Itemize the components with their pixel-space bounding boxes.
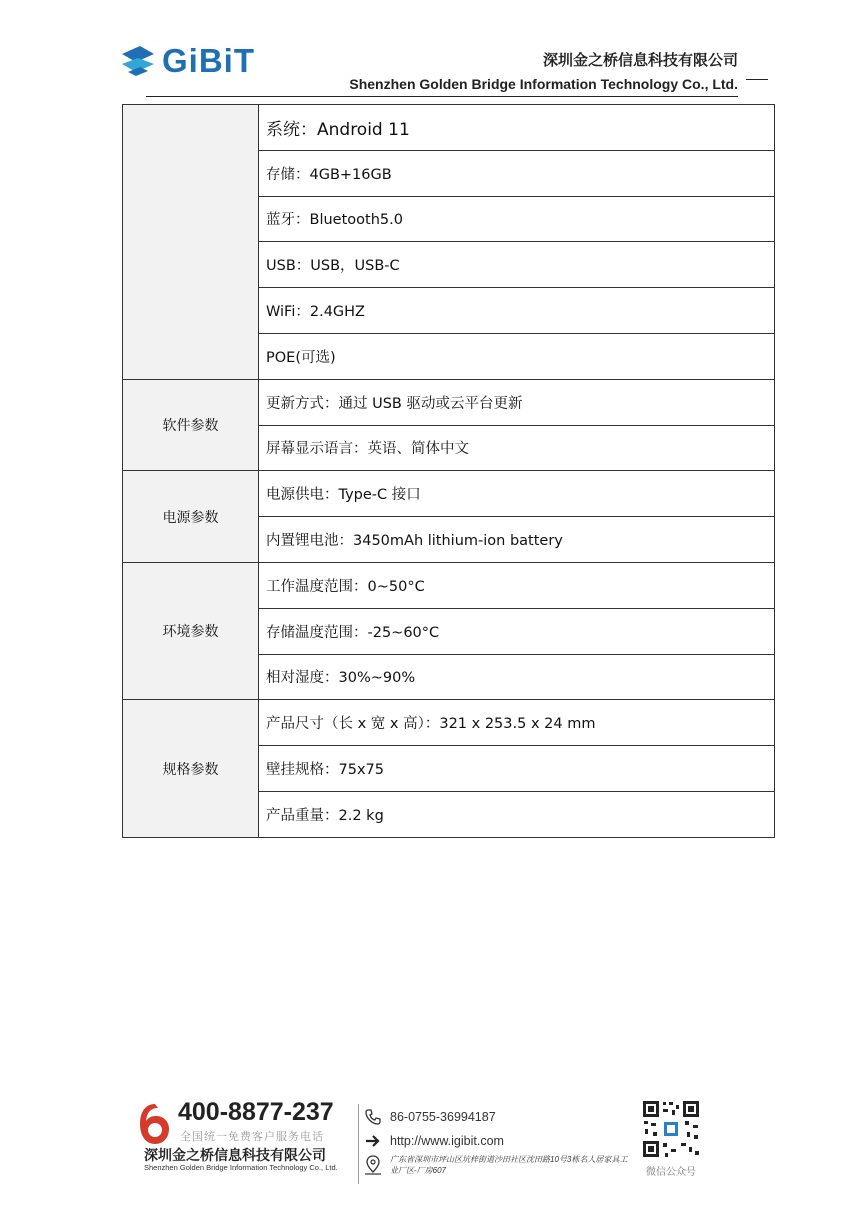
spec-table: [122, 104, 775, 838]
qr-code-icon: [641, 1099, 701, 1159]
spec-category: 软件参数: [123, 379, 259, 471]
table-row: [123, 471, 775, 517]
address-text: 广东省深圳市坪山区坑梓街道沙田社区沈田路10号3栋名人居家具工业厂区-厂房607: [390, 1155, 628, 1175]
table-row: [123, 379, 775, 425]
spec-value: 产品重量：2.2 kg: [259, 791, 775, 837]
spec-value: 更新方式：通过 USB 驱动或云平台更新: [259, 379, 775, 425]
header-company-cn: 深圳金之桥信息科技有限公司: [542, 51, 738, 69]
footer-divider: [358, 1104, 359, 1184]
footer-company-cn: 深圳金之桥信息科技有限公司: [144, 1148, 326, 1164]
arrow-right-icon: [364, 1134, 382, 1148]
contact-address: [364, 1154, 630, 1176]
hotline-subtitle: 全国统一免费客户服务电话: [180, 1130, 324, 1143]
spec-value: USB：USB，USB-C: [259, 242, 775, 288]
spec-category: 电源参数: [123, 471, 259, 563]
page-header: [0, 0, 860, 110]
spec-value: 存储：4GB+16GB: [259, 150, 775, 196]
logo-text: GiBiT: [162, 42, 255, 79]
contact-phone: [364, 1108, 496, 1126]
company-logo: [120, 42, 255, 80]
location-icon: [364, 1154, 382, 1176]
header-divider: [146, 96, 738, 97]
spec-value: 屏幕显示语言：英语、简体中文: [259, 425, 775, 471]
hotline-logo-icon: [136, 1100, 174, 1148]
spec-value: 壁挂规格：75x75: [259, 746, 775, 792]
website-link[interactable]: http://www.igibit.com: [390, 1134, 504, 1148]
footer-company-en: Shenzhen Golden Bridge Information Technology Co., Ltd.: [144, 1163, 338, 1172]
header-company-en: Shenzhen Golden Bridge Information Technology Co., Ltd.: [349, 76, 738, 92]
table-row: [123, 105, 775, 151]
spec-category: [123, 105, 259, 380]
page-footer: [0, 1090, 860, 1216]
spec-value: 内置锂电池：3450mAh lithium-ion battery: [259, 517, 775, 563]
spec-value: POE(可选): [259, 333, 775, 379]
spec-value: 存储温度范围：-25~60°C: [259, 608, 775, 654]
phone-number: 86-0755-36994187: [390, 1110, 496, 1124]
table-row: [123, 562, 775, 608]
gibit-logo-icon: [120, 44, 156, 78]
header-divider-short: [746, 79, 768, 80]
table-row: [123, 700, 775, 746]
phone-icon: [364, 1108, 382, 1126]
spec-value: 工作温度范围：0~50°C: [259, 562, 775, 608]
spec-category: 环境参数: [123, 562, 259, 699]
spec-value: WiFi：2.4GHZ: [259, 288, 775, 334]
contact-website: [364, 1134, 504, 1148]
spec-value: 产品尺寸（长 x 宽 x 高）：321 x 253.5 x 24 mm: [259, 700, 775, 746]
spec-value: 电源供电：Type-C 接口: [259, 471, 775, 517]
spec-value: 蓝牙：Bluetooth5.0: [259, 196, 775, 242]
spec-value: 系统：Android 11: [259, 105, 775, 151]
spec-category: 规格参数: [123, 700, 259, 837]
hotline-number: 400-8877-237: [178, 1098, 334, 1126]
spec-value: 相对湿度：30%~90%: [259, 654, 775, 700]
qr-label: 微信公众号: [646, 1167, 696, 1178]
